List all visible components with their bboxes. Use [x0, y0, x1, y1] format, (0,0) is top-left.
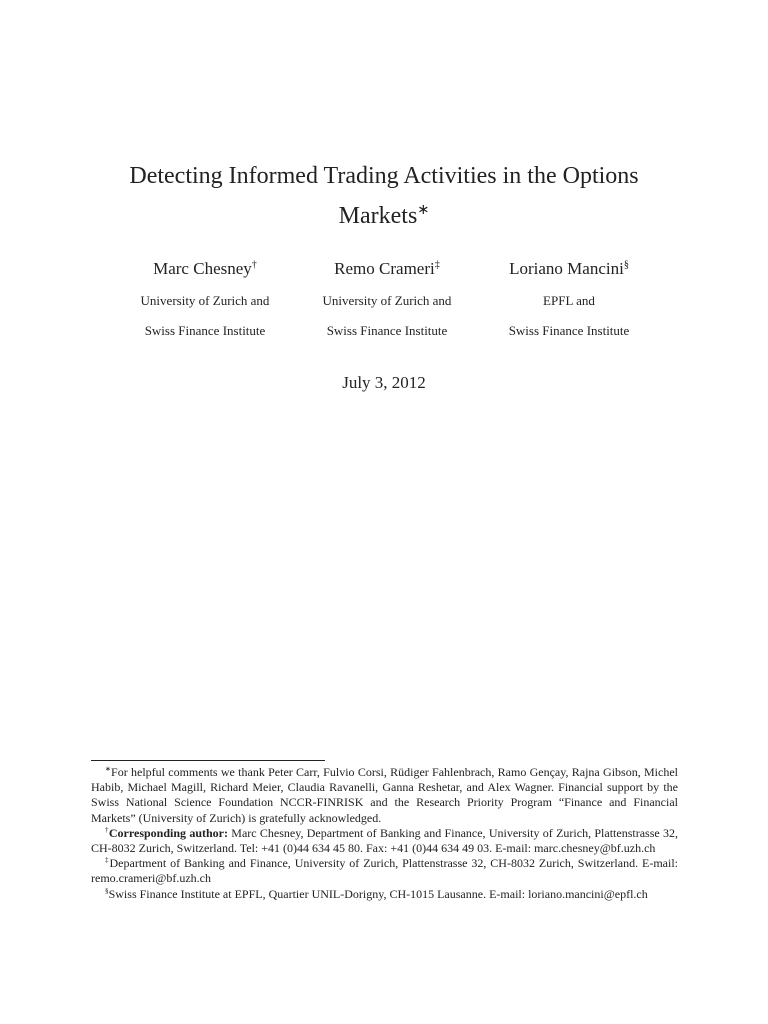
author-name	[105, 258, 305, 280]
footnote-acknowledgements	[91, 765, 678, 826]
footnote-mark: ∗	[105, 765, 112, 773]
paper-title-line-2	[60, 196, 708, 236]
author-footnote-mark: §	[623, 259, 629, 271]
author-footnote-mark: †	[251, 259, 257, 271]
footnote-text: For helpful comments we thank Peter Carr, Fulvio Corsi, Rüdiger Fahlenbrach, Ramo Gençay, Rajna Gibson, Michel Habib, Michael Magill, Richard Meier, Claudia Ravanelli, Ganna Reshetar, and Alex Wagner. Financial support by the Swiss National Science Foundation NCCR-FINRISK and the Research Priority Program “Finance and Financial Markets” (University of Zurich) is gratefully acknowledged.	[91, 765, 678, 825]
footnote-mancini-affiliation	[91, 887, 678, 902]
author-affiliation-line-2: Swiss Finance Institute	[326, 323, 448, 338]
title-footnote-mark: ∗	[417, 202, 430, 218]
author-name-text: Marc Chesney	[153, 259, 252, 278]
author-affiliation-line-1: University of Zurich and	[322, 293, 452, 308]
author-name-text: Remo Crameri	[334, 259, 435, 278]
author-name	[287, 258, 487, 280]
footnote-text: Swiss Finance Institute at EPFL, Quartier UNIL-Dorigny, CH-1015 Lausanne. E-mail: loriano.mancini@epfl.ch	[108, 886, 648, 901]
author-crameri	[287, 258, 487, 338]
author-affiliation-line-1: University of Zurich and	[140, 293, 270, 308]
author-mancini	[469, 258, 669, 338]
footnote-crameri-affiliation	[91, 856, 678, 886]
footnote-text: Department of Banking and Finance, University of Zurich, Plattenstrasse 32, CH-8032 Zurich, Switzerland. E-mail: remo.crameri@bf.uzh.ch	[91, 856, 678, 886]
footnote-rule	[91, 760, 325, 761]
author-affiliation-line-2: Swiss Finance Institute	[144, 323, 266, 338]
author-affiliation-line-2: Swiss Finance Institute	[508, 323, 630, 338]
footnote-mark: ‡	[105, 856, 110, 865]
paper-title-line-1: Detecting Informed Trading Activities in the Options	[129, 163, 639, 189]
paper-title-line-2-text: Markets	[338, 203, 418, 229]
author-affiliation-line-1: EPFL and	[543, 293, 595, 308]
paper-title	[60, 156, 708, 236]
footnotes	[91, 765, 678, 902]
footnote-label: Corresponding author:	[108, 825, 228, 840]
footnote-mark: †	[105, 825, 109, 834]
author-footnote-mark: ‡	[434, 259, 440, 271]
author-name	[469, 258, 669, 280]
author-name-text: Loriano Mancini	[509, 259, 624, 278]
author-chesney	[105, 258, 305, 338]
footnote-corresponding-author	[91, 826, 678, 856]
footnote-mark: §	[105, 886, 109, 895]
paper-date: July 3, 2012	[342, 373, 426, 392]
footnote-text: Marc Chesney, Department of Banking and Finance, University of Zurich, Plattenstrasse 32, CH-8032 Zurich, Switzerland. Tel: +41 (0)44 634 45 80. Fax: +41 (0)44 634 49 03. E-mail: marc.chesney@bf.uzh.ch	[91, 825, 678, 856]
